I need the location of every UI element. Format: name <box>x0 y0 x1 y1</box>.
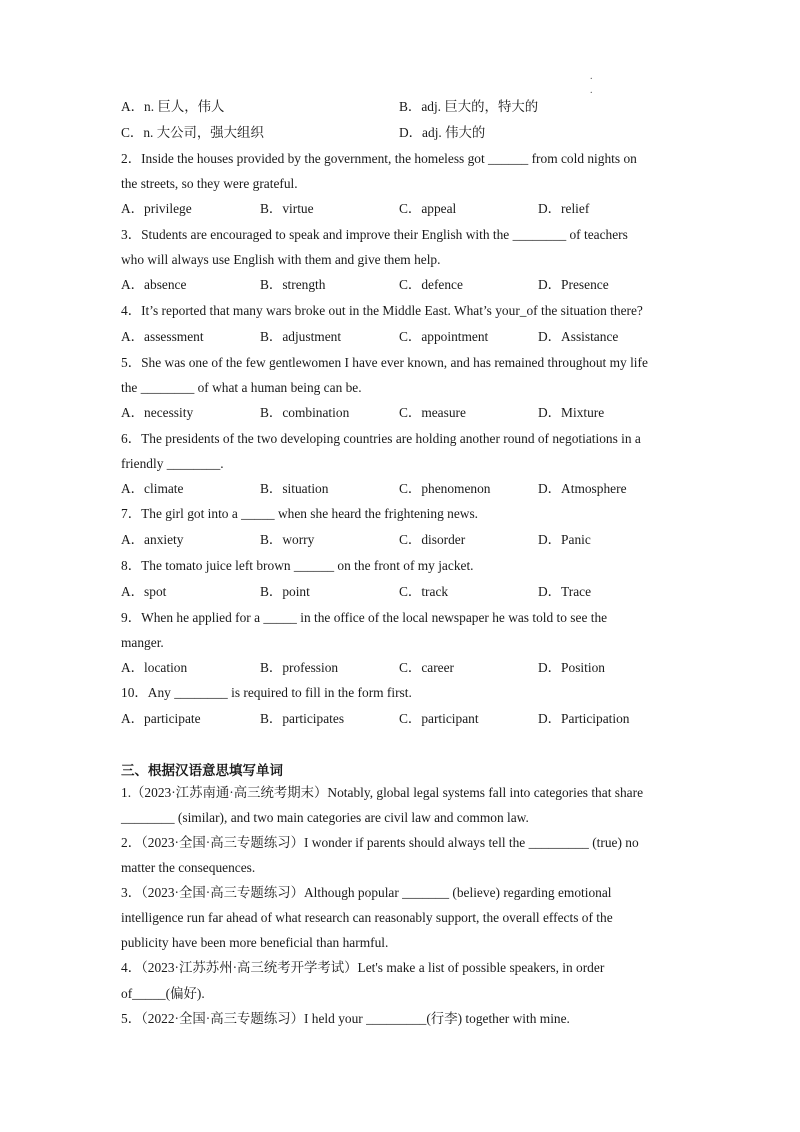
q9-option-d: D．Position <box>538 660 605 675</box>
header-dot: . <box>590 71 593 82</box>
q8-option-c: C．track <box>399 584 449 599</box>
q6-option-c: C．phenomenon <box>399 481 491 496</box>
q4-option-b: B．adjustment <box>260 329 342 344</box>
q9-stem-line2: manger. <box>121 635 164 650</box>
s3-item3-line2: intelligence run far ahead of what research can reasonably support, the overall effects of the <box>121 910 613 925</box>
q3-option-c: C．defence <box>399 277 463 292</box>
q9-option-a: A．location <box>121 660 188 675</box>
s3-item2-line2: matter the consequences. <box>121 860 256 875</box>
q5-option-d: D．Mixture <box>538 405 605 420</box>
s3-item4-line1: 4．（2023·江苏苏州·高三统考开学考试）Let's make a list of possible speakers, in order <box>121 960 605 975</box>
section-heading: 三、根据汉语意思填写单词 <box>121 763 283 779</box>
q9-stem-line1: 9．When he applied for a _____ in the office of the local newspaper he was told to see the <box>121 610 608 625</box>
q6-stem-line1: 6．The presidents of the two developing countries are holding another round of negotiations in a <box>121 431 641 446</box>
s3-item4-line2: of_____(偏好). <box>121 986 205 1001</box>
q8-option-a: A．spot <box>121 584 167 599</box>
q2-option-d: D．relief <box>538 201 590 216</box>
q4-option-a: A．assessment <box>121 329 204 344</box>
q3-option-d: D．Presence <box>538 277 609 292</box>
s3-item5-line1: 5．（2022·全国·高三专题练习）I held your _________(行李) together with mine. <box>121 1011 570 1026</box>
q1-option-d: D．adj. 伟大的 <box>399 125 486 140</box>
q2-option-a: A．privilege <box>121 201 192 216</box>
q3-stem-line2: who will always use English with them and give them help. <box>121 252 441 267</box>
s3-item2-line1: 2．（2023·全国·高三专题练习）I wonder if parents should always tell the _________ (true) no <box>121 835 639 850</box>
q3-stem-line1: 3．Students are encouraged to speak and improve their English with the ________ of teachers <box>121 227 628 242</box>
q10-option-b: B．participates <box>260 711 345 726</box>
q3-option-b: B．strength <box>260 277 326 292</box>
header-dot: . <box>590 85 593 96</box>
q6-stem-line2: friendly ________. <box>121 456 224 471</box>
s3-item3-line1: 3．（2023·全国·高三专题练习）Although popular _______ (believe) regarding emotional <box>121 885 612 900</box>
s3-item3-line3: publicity have been more beneficial than harmful. <box>121 935 389 950</box>
q2-option-c: C．appeal <box>399 201 457 216</box>
q2-option-b: B．virtue <box>260 201 314 216</box>
q10-option-c: C．participant <box>399 711 479 726</box>
q1-option-b: B．adj. 巨大的，特大的 <box>399 99 539 114</box>
q7-stem-line1: 7．The girl got into a _____ when she heard the frightening news. <box>121 506 479 521</box>
q5-stem-line2: the ________ of what a human being can be. <box>121 380 362 395</box>
q2-stem-line2: the streets, so they were grateful. <box>121 176 298 191</box>
q5-option-c: C．measure <box>399 405 466 420</box>
q8-stem-line1: 8．The tomato juice left brown ______ on the front of my jacket. <box>121 558 474 573</box>
q6-option-d: D．Atmosphere <box>538 481 627 496</box>
q6-option-b: B．situation <box>260 481 329 496</box>
q4-option-d: D．Assistance <box>538 329 619 344</box>
q10-stem-line1: 10．Any ________ is required to fill in the form first. <box>121 685 412 700</box>
q8-option-d: D．Trace <box>538 584 592 599</box>
q4-option-c: C．appointment <box>399 329 489 344</box>
q7-option-d: D．Panic <box>538 532 591 547</box>
q5-option-a: A．necessity <box>121 405 194 420</box>
q2-stem-line1: 2．Inside the houses provided by the government, the homeless got ______ from cold nights on <box>121 151 637 166</box>
q9-option-b: B．profession <box>260 660 339 675</box>
q3-option-a: A．absence <box>121 277 187 292</box>
q5-option-b: B．combination <box>260 405 350 420</box>
q7-option-a: A．anxiety <box>121 532 184 547</box>
q1-option-c: C．n. 大公司，强大组织 <box>121 125 264 140</box>
q7-option-c: C．disorder <box>399 532 466 547</box>
q5-stem-line1: 5．She was one of the few gentlewomen I have ever known, and has remained throughout my life <box>121 355 648 370</box>
q10-option-a: A．participate <box>121 711 201 726</box>
q4-stem-line1: 4．It’s reported that many wars broke out in the Middle East. What’s your_of the situation there? <box>121 303 643 318</box>
q8-option-b: B．point <box>260 584 310 599</box>
q6-option-a: A．climate <box>121 481 184 496</box>
s3-item1-line1: 1.（2023·江苏南通·高三统考期末）Notably, global legal systems fall into categories that share <box>121 785 644 800</box>
q1-option-a: A．n. 巨人，伟人 <box>121 99 225 114</box>
q7-option-b: B．worry <box>260 532 315 547</box>
s3-item1-line2: ________ (similar), and two main categories are civil law and common law. <box>121 810 529 825</box>
q9-option-c: C．career <box>399 660 455 675</box>
header-dots <box>590 70 593 98</box>
q10-option-d: D．Participation <box>538 711 630 726</box>
